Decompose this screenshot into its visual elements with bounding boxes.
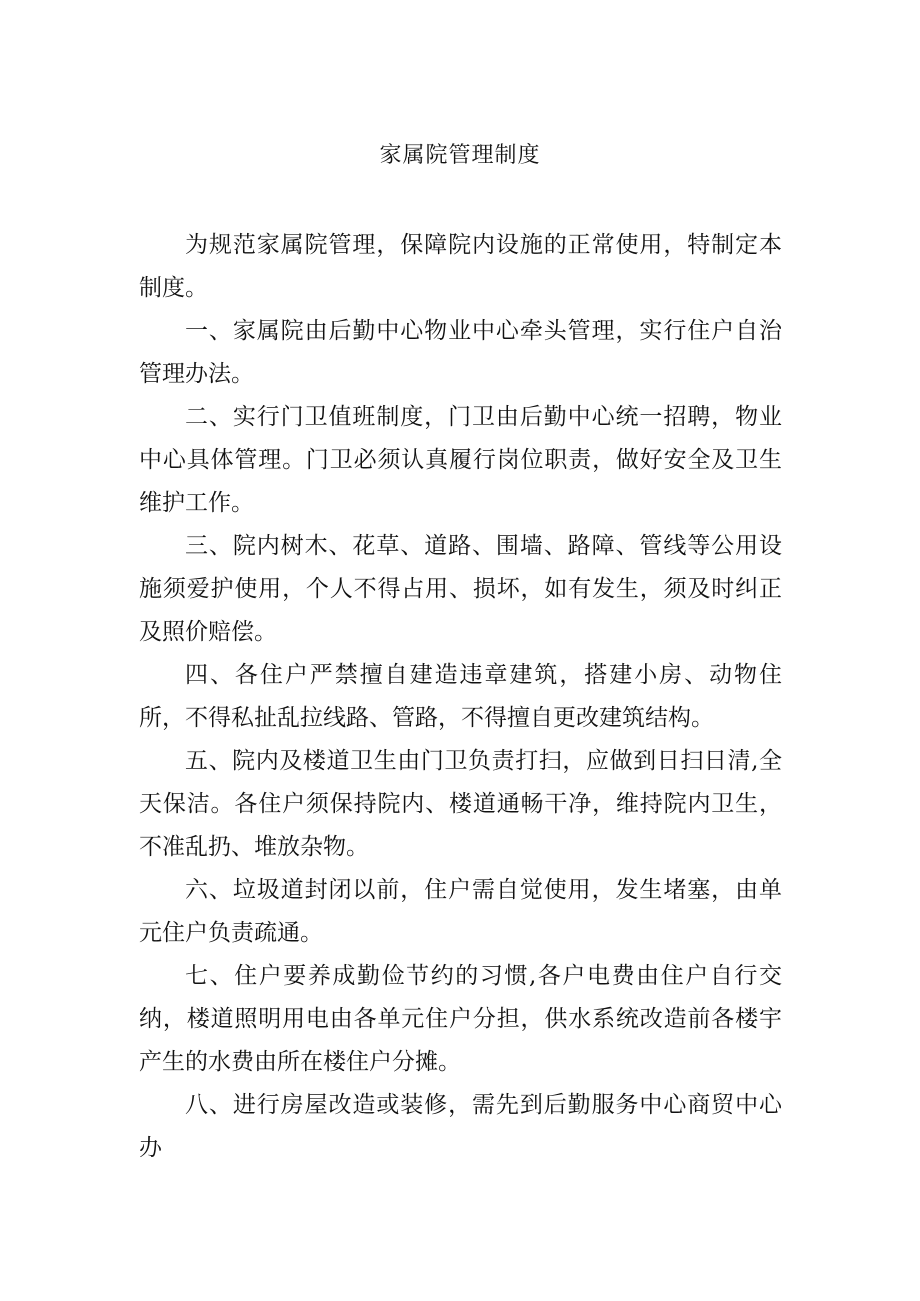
paragraph-7: 七、住户要养成勤俭节约的习惯,各户电费由住户自行交纳，楼道照明用电由各单元住户分担，供水系统改造前各楼宇产生的水费由所在楼住户分摊。 [139, 963, 782, 1075]
paragraph-1: 一、家属院由后勤中心物业中心牵头管理，实行住户自治管理办法。 [139, 318, 782, 387]
paragraph-5: 五、院内及楼道卫生由门卫负责打扫，应做到日扫日清,全天保洁。各住户须保持院内、楼道通畅干净，维持院内卫生，不准乱扔、堆放杂物。 [139, 748, 782, 860]
paragraph-intro: 为规范家属院管理，保障院内设施的正常使用，特制定本制度。 [139, 232, 782, 301]
paragraph-6: 六、垃圾道封闭以前，住户需自觉使用，发生堵塞，由单元住户负责疏通。 [139, 877, 782, 946]
document-body [139, 224, 782, 1170]
paragraph-3: 三、院内树木、花草、道路、围墙、路障、管线等公用设施须爱护使用，个人不得占用、损坏，如有发生，须及时纠正及照价赔偿。 [139, 533, 782, 645]
paragraph-4: 四、各住户严禁擅自建造违章建筑，搭建小房、动物住所，不得私扯乱拉线路、管路，不得擅自更改建筑结构。 [139, 662, 782, 731]
paragraph-8: 八、进行房屋改造或装修，需先到后勤服务中心商贸中心办 [139, 1092, 782, 1161]
paragraph-2: 二、实行门卫值班制度，门卫由后勤中心统一招聘，物业中心具体管理。门卫必须认真履行岗位职责，做好安全及卫生维护工作。 [139, 404, 782, 516]
document-title: 家属院管理制度 [379, 143, 541, 168]
